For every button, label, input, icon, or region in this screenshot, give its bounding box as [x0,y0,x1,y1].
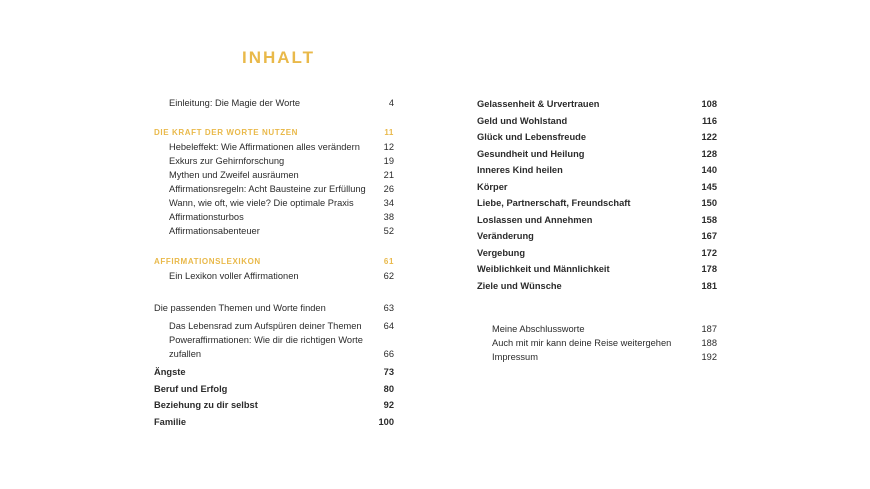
toc-entry[interactable] [154,182,394,196]
toc-entry-label: Affirmationsregeln: Acht Bausteine zur Erfüllung [169,184,366,194]
toc-entry-page: 100 [378,416,394,427]
toc-entry[interactable] [154,381,394,398]
toc-entry-label: Meine Abschlussworte [492,324,585,334]
toc-entry[interactable] [477,179,717,196]
toc-section-page: 11 [384,128,394,137]
toc-entry[interactable] [477,146,717,163]
toc-entry-label: Beruf und Erfolg [154,383,228,394]
toc-entry-page: 192 [701,352,717,362]
toc-entry-page: 150 [701,198,717,208]
toc-entry[interactable] [154,140,394,154]
toc-entry-page: 116 [702,115,717,126]
toc-entry[interactable] [477,129,717,146]
toc-entry[interactable] [154,397,394,414]
toc-entry-label: Familie [154,416,187,427]
toc-entry-label: Exkurs zur Gehirnforschung [169,156,285,166]
toc-entry[interactable] [154,168,394,182]
toc-entry-page: 167 [701,231,717,241]
toc-entry-label: Inneres Kind heilen [477,165,563,175]
toc-entry-page: 62 [383,271,394,281]
toc-entry[interactable] [477,113,717,130]
toc-entry[interactable] [477,261,717,278]
toc-entry-page: 34 [383,198,394,208]
toc-entry-page: 4 [388,98,394,108]
toc-entry[interactable] [154,96,394,110]
toc-entry[interactable] [477,162,717,179]
toc-entry[interactable] [477,212,717,229]
toc-entry-label: Geld und Wohlstand [477,115,568,126]
toc-entry-page: 19 [383,156,394,166]
toc-entry-page: 12 [383,142,394,152]
toc-entry-page: 158 [701,214,717,225]
toc-entry-page: 178 [701,264,717,274]
toc-entry[interactable] [477,350,717,364]
toc-entry-label: Auch mit mir kann deine Reise weitergehen [492,338,672,348]
toc-entry-label: Veränderung [477,231,534,241]
toc-entry[interactable] [154,319,394,333]
toc-entry[interactable] [477,278,717,295]
toc-entry-label: Impressum [492,352,538,362]
toc-entry[interactable] [154,414,394,431]
toc-entry-page: 122 [701,132,717,142]
toc-entry-label: Gelassenheit & Urvertrauen [477,99,600,109]
toc-entry-page: 108 [701,99,717,109]
toc-entry-label: Beziehung zu dir selbst [154,400,258,410]
toc-entry-label: Affirmationsabenteuer [169,226,260,236]
toc-entry[interactable] [477,228,717,245]
toc-entry-label: Loslassen und Annehmen [477,214,593,225]
toc-left-column [154,96,394,430]
toc-section-page: 61 [383,257,394,266]
toc-section-heading[interactable] [154,126,394,140]
toc-entry[interactable] [477,96,717,113]
toc-entry-page: 26 [383,184,394,194]
toc-entry-label: Glück und Lebensfreude [477,132,586,142]
toc-entry[interactable] [154,269,394,283]
toc-entry[interactable] [154,210,394,224]
toc-entry-page: 38 [383,212,394,222]
toc-section-heading[interactable] [154,255,394,269]
toc-entry-label: Ein Lexikon voller Affirmationen [169,271,299,281]
toc-entry-page: 187 [701,324,717,334]
toc-entry-page: 66 [383,349,394,359]
toc-section-label: DIE KRAFT DER WORTE NUTZEN [154,128,299,137]
toc-entry[interactable] [154,154,394,168]
page-title: INHALT [242,48,316,67]
toc-entry-label: Ziele und Wünsche [477,280,562,291]
toc-entry[interactable] [154,224,394,238]
toc-entry[interactable] [477,245,717,262]
toc-entry-label: Wann, wie oft, wie viele? Die optimale Praxis [169,198,354,208]
toc-entry-label: Liebe, Partnerschaft, Freundschaft [477,198,631,208]
toc-entry-page: 181 [701,280,717,291]
toc-entry-label: Affirmationsturbos [169,212,244,222]
toc-entry-label: Gesundheit und Heilung [477,148,585,159]
toc-entry-page: 52 [383,226,394,236]
toc-entry-page: 92 [383,400,394,410]
toc-right-column [477,96,717,364]
toc-entry-label: Ängste [154,367,186,377]
toc-entry-label: Körper [477,181,508,192]
toc-entry-page: 128 [701,148,717,159]
toc-entry[interactable] [154,364,394,381]
toc-entry[interactable] [477,195,717,212]
toc-section-label: AFFIRMATIONSLEXIKON [154,257,261,266]
toc-entry-label: Powerаffirmationen: Wie dir die richtigen Worte zufallen [169,335,363,359]
toc-entry-label: Die passenden Themen und Worte finden [154,303,326,313]
toc-entry[interactable] [477,336,717,350]
toc-entry[interactable] [154,301,394,315]
toc-entry-label: Vergebung [477,247,526,258]
toc-entry-label: Mythen und Zweifel ausräumen [169,170,299,180]
toc-entry[interactable] [477,322,717,336]
toc-entry-label: Einleitung: Die Magie der Worte [169,98,301,108]
toc-entry-label: Weiblichkeit und Männlichkeit [477,264,610,274]
toc-entry-page: 73 [383,367,394,377]
toc-entry-page: 188 [701,338,717,348]
toc-entry-page: 140 [701,165,717,175]
toc-entry-page: 64 [383,321,394,331]
toc-entry-page: 21 [383,170,394,180]
toc-entry-page: 145 [701,181,717,192]
toc-entry-label: Das Lebensrad zum Aufspüren deiner Themen [169,321,362,331]
toc-entry[interactable] [154,196,394,210]
toc-entry-label: Hebeleffekt: Wie Affirmationen alles verändern [169,142,360,152]
toc-entry[interactable] [154,333,394,361]
toc-entry-page: 63 [383,303,394,313]
toc-entry-page: 172 [701,247,717,258]
toc-entry-page: 80 [383,383,394,394]
